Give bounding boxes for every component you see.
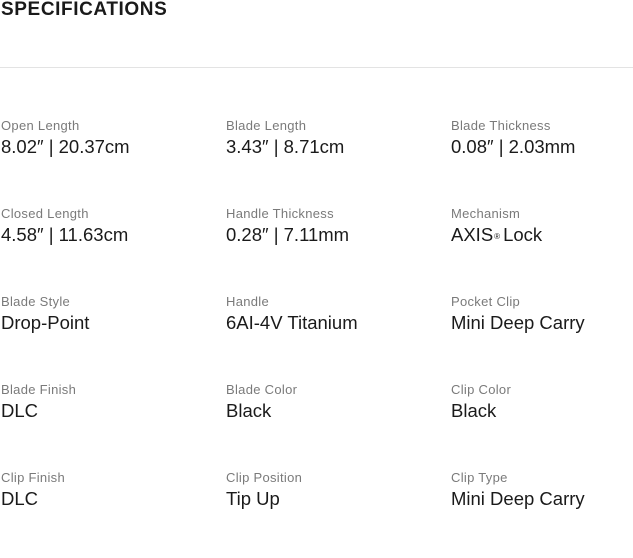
spec-label: Closed Length [1, 206, 89, 221]
spec-value: Mini Deep Carry [451, 488, 585, 509]
spec-value: Tip Up [226, 488, 280, 509]
spec-value: Black [451, 400, 497, 421]
spec-value: Drop-Point [1, 312, 90, 333]
spec-label: Blade Thickness [451, 118, 551, 133]
spec-label: Clip Finish [1, 470, 65, 485]
spec-label: Blade Length [226, 118, 307, 133]
spec-label: Handle Thickness [226, 206, 334, 221]
spec-handle [226, 294, 451, 382]
spec-value: DLC [1, 488, 39, 509]
mechanism-suffix: Lock [503, 224, 543, 245]
spec-handle-thickness [226, 206, 451, 294]
specs-grid [1, 118, 633, 558]
spec-clip-position [226, 470, 451, 558]
spec-blade-finish [1, 382, 226, 470]
spec-label: Blade Finish [1, 382, 77, 397]
spec-clip-type [451, 470, 633, 558]
spec-value: Mini Deep Carry [451, 312, 585, 333]
spec-label: Clip Position [226, 470, 303, 485]
spec-label: Clip Type [451, 470, 508, 485]
spec-label: Mechanism [451, 206, 521, 221]
spec-value: 0.08″ | 2.03mm [451, 136, 576, 157]
mechanism-name: AXIS [451, 224, 494, 245]
spec-value: 3.43″ | 8.71cm [226, 136, 345, 157]
spec-label: Blade Color [226, 382, 298, 397]
spec-label: Blade Style [1, 294, 71, 309]
spec-clip-color [451, 382, 633, 470]
spec-value [451, 223, 633, 247]
spec-blade-style [1, 294, 226, 382]
spec-blade-length [226, 118, 451, 206]
spec-blade-thickness [451, 118, 633, 206]
spec-clip-finish [1, 470, 226, 558]
spec-open-length [1, 118, 226, 206]
section-divider [0, 67, 633, 68]
spec-pocket-clip [451, 294, 633, 382]
spec-label: Pocket Clip [451, 294, 521, 309]
spec-value: 0.28″ | 7.11mm [226, 224, 350, 245]
specifications-heading: SPECIFICATIONS [1, 0, 168, 20]
spec-mechanism [451, 206, 633, 294]
spec-label: Clip Color [451, 382, 512, 397]
spec-closed-length [1, 206, 226, 294]
spec-value: DLC [1, 400, 39, 421]
spec-value: Black [226, 400, 272, 421]
registered-mark: ® [494, 232, 501, 241]
spec-value: 8.02″ | 20.37cm [1, 136, 130, 157]
spec-label: Open Length [1, 118, 80, 133]
spec-label: Handle [226, 294, 269, 309]
spec-blade-color [226, 382, 451, 470]
spec-value: 4.58″ | 11.63cm [1, 224, 129, 245]
spec-value: 6AI-4V Titanium [226, 312, 358, 333]
